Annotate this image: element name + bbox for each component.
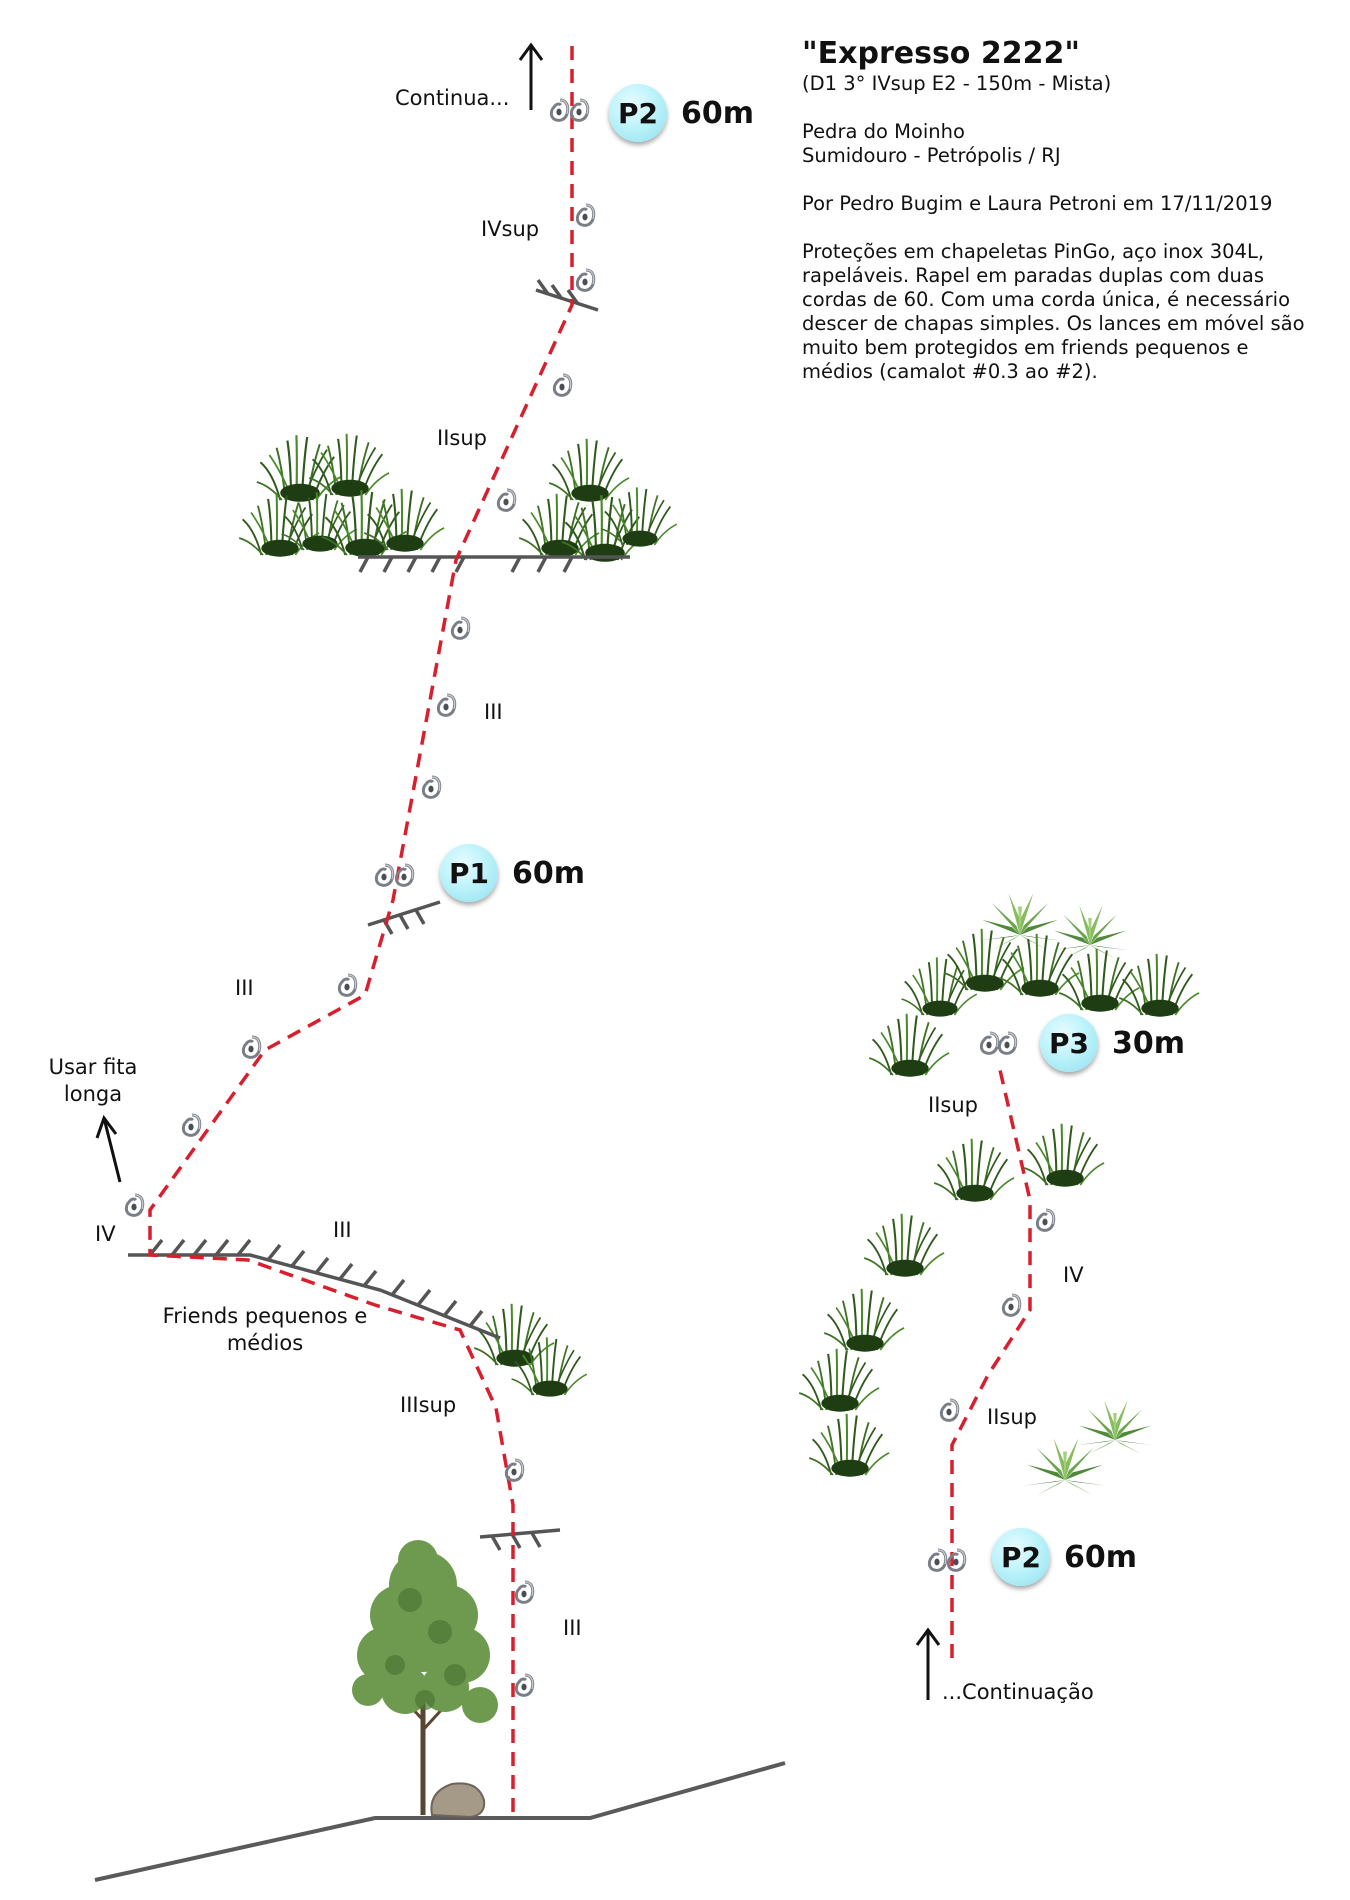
ledge-p1 [368, 902, 440, 934]
belay-p3-length: 30m [1112, 1025, 1186, 1061]
ledge-vegetated [358, 557, 630, 572]
route-info [802, 36, 1322, 384]
arrow-up-long-sling [97, 1118, 120, 1182]
long-sling-note: Usar fita longa [48, 1055, 138, 1106]
belay-p3-badge: P3 [1040, 1014, 1098, 1072]
tree-illustration [352, 1540, 498, 1815]
vegetation-left-ledge [239, 434, 677, 562]
grade-iv-right: IV [1063, 1263, 1084, 1287]
boulder [431, 1783, 484, 1817]
belay-p2-bottom-badge: P2 [992, 1528, 1050, 1586]
grade-ivsup: IVsup [481, 217, 540, 241]
route-subtitle: (D1 3° IVsup E2 - 150m - Mista) [802, 72, 1112, 95]
route-title: "Expresso 2222" [802, 36, 1080, 71]
grade-iiisup: IIIsup [400, 1393, 457, 1417]
belay-p2-length: 60m [681, 95, 755, 131]
route-description: Proteções em chapeletas PinGo, aço inox 304L, rapeláveis. Rapel em paradas duplas com duas cordas de 60. Com uma corda única, é necessário descer de chapas simples. Os lances em móvel são muito bem protegidos em friends pequenos e médios (camalot #0.3 ao #2). [802, 240, 1305, 383]
continuacao-label: ...Continuação [942, 1680, 1094, 1704]
belay-p2-badge: P2 [609, 84, 667, 142]
route-line-main [150, 45, 572, 1812]
continua-label: Continua... [395, 86, 510, 110]
vegetation-traverse [474, 1304, 587, 1397]
ground-line [95, 1763, 785, 1880]
grade-iii-mid: III [235, 976, 254, 1000]
grade-iii-traverse: III [333, 1218, 352, 1242]
belay-p1 [440, 844, 585, 902]
belay-p2-bottom [992, 1528, 1137, 1586]
ledge-top [536, 280, 598, 310]
belay-p3 [1040, 1014, 1185, 1072]
route-location-1: Pedra do Moinho [802, 120, 965, 143]
route-location-2: Sumidouro - Petrópolis / RJ [802, 144, 1061, 167]
grade-iii-bottom: III [563, 1616, 582, 1640]
route-authors: Por Pedro Bugim e Laura Petroni em 17/11/2019 [802, 192, 1273, 215]
belay-p2-bottom-length: 60m [1064, 1539, 1138, 1575]
belay-p1-length: 60m [512, 855, 586, 891]
belay-p2-top [609, 84, 754, 142]
grade-iii-upper: III [484, 700, 503, 724]
arrow-up-continua [520, 45, 542, 110]
cams-note: Friends pequenos e médios [162, 1304, 368, 1355]
ledge-bottom [480, 1530, 560, 1550]
arrow-up-continuacao [917, 1630, 939, 1700]
grade-iisup-right-upper: IIsup [928, 1093, 978, 1117]
belay-p1-badge: P1 [440, 844, 498, 902]
grade-iisup-right-lower: IIsup [987, 1405, 1037, 1429]
grade-iisup-left: IIsup [437, 426, 487, 450]
grade-iv-left: IV [95, 1222, 116, 1246]
